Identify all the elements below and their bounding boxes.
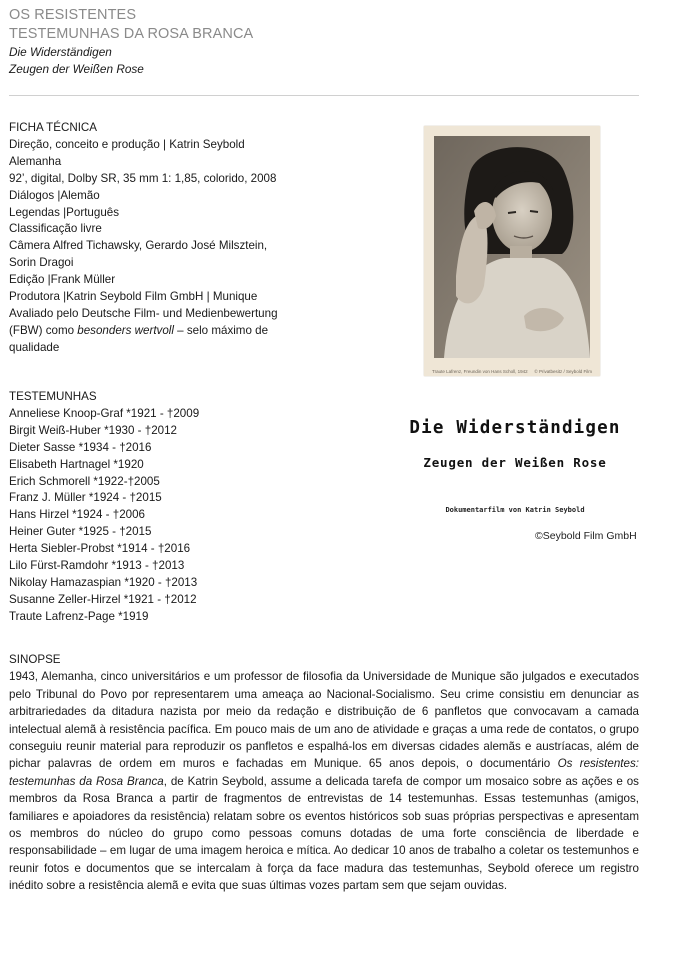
synopsis-heading: SINOPSE: [9, 653, 61, 666]
header-divider: [9, 95, 639, 96]
ficha-subtitles: Legendas |Português: [9, 205, 120, 219]
portrait-illustration: [434, 136, 590, 358]
rated-prefix: (FBW) como: [9, 323, 78, 337]
poster-title: Die Widerständigen: [409, 418, 621, 438]
witness-item: Lilo Fürst-Ramdohr *1913 - †2013: [9, 559, 185, 573]
rated-suffix: – selo máximo de: [173, 323, 269, 337]
ficha-heading: FICHA TÉCNICA: [9, 121, 98, 134]
ficha-country: Alemanha: [9, 154, 62, 168]
poster-copyright: ©Seybold Film GmbH: [535, 530, 637, 542]
witness-item: Anneliese Knoop-Graf *1921 - †2009: [9, 406, 200, 420]
poster-doc-line: Dokumentarfilm von Katrin Seybold: [445, 506, 585, 514]
witness-item: Elisabeth Hartnagel *1920: [9, 457, 144, 471]
document-header: [9, 6, 649, 78]
ficha-rated-line-3: qualidade: [9, 340, 60, 354]
ficha-rating: Classificação livre: [9, 222, 102, 236]
ficha-rated-line-2: [9, 323, 319, 340]
witness-item: Dieter Sasse *1934 - †2016: [9, 440, 152, 454]
rated-emphasis: besonders wertvoll: [77, 323, 174, 337]
ficha-rated-line-1: Avaliado pelo Deutsche Film- und Medienbewertung: [9, 306, 278, 320]
synopsis-part-1: 1943, Alemanha, cinco universitários e um professor de filosofia da Universidade de Munique são julgados e executados pelo Tribunal do Povo por representarem uma ameaça ao Nacional-Socialismo. Seu crime consistiu em denunciar as arbitrariedades da ditadura nazista por meio da redação e distribuição de 6 panfletos que convocavam a camada intelectual alemã à resistência pacífica. Em pouco mais de um ano de atividade e graças a uma rede de contatos, o grupo conseguiu reunir material para reproduzir os panfletos e espalhá-los em diversas cidades alemãs e austríacas, além de pichar palavras de ordem em muros e fachadas em Munique. 65 anos depois, o documentário: [9, 670, 639, 771]
ficha-direction: Direção, conceito e produção | Katrin Seybold: [9, 137, 245, 151]
ficha-specs: 92’, digital, Dolby SR, 35 mm 1: 1,85, colorido, 2008: [9, 171, 277, 185]
witness-item: Franz J. Müller *1924 - †2015: [9, 491, 162, 505]
witness-item: Herta Siebler-Probst *1914 - †2016: [9, 542, 191, 556]
technical-sheet: [9, 120, 319, 357]
witness-item: Erich Schmorell *1922-†2005: [9, 474, 160, 488]
witnesses-heading: TESTEMUNHAS: [9, 390, 97, 403]
portrait-photo: [424, 126, 600, 376]
witness-item: Nikolay Hamazaspian *1920 - †2013: [9, 575, 198, 589]
synopsis-section: [9, 651, 639, 895]
synopsis-film-title: Os resistentes: testemunhas da Rosa Branca: [9, 757, 639, 788]
ficha-editing: Edição |Frank Müller: [9, 273, 116, 287]
synopsis-part-3: , de Katrin Seybold, assume a delicada tarefa de compor um mosaico sobre as ações e os membros da Rosa Branca a partir de fragmentos de entrevistas de 14 testemunhas. Essas testemunhas (amigos, familiares e apoiadores da resistência) relatam sobre os eventos históricos sob suas próprias perspectivas e apresentam os membros do núcleo do grupo como pessoas comuns dotadas de uma forte consciência de liberdade e responsabilidade – em lugar de uma imagem heroica e mítica. Ao dedicar 10 anos de trabalho a coletar os testemunhos e reunir fotos e documentos que se intercalam à força da face madura das testemunhas, Seybold oferece um registro inédito sobre a resistência alemã e evita que suas últimas vozes partam sem que sejam ouvidas.: [9, 774, 639, 893]
photo-caption: [432, 369, 592, 374]
title-line-1: OS RESISTENTES: [9, 7, 137, 23]
title-line-2: TESTEMUNHAS DA ROSA BRANCA: [9, 26, 254, 42]
subtitle-line-1: Die Widerständigen: [9, 45, 112, 59]
synopsis-paragraph: [9, 668, 639, 894]
photo-caption-right: © Privatbesitz / Seybold Film: [534, 369, 592, 374]
witness-item: Hans Hirzel *1924 - †2006: [9, 508, 145, 522]
subtitle-line-2: Zeugen der Weißen Rose: [9, 62, 144, 76]
ficha-camera-line-1: Câmera Alfred Tichawsky, Gerardo José Milsztein,: [9, 239, 268, 253]
ficha-producer: Produtora |Katrin Seybold Film GmbH | Munique: [9, 290, 258, 304]
portrait-image: [434, 136, 590, 358]
witness-item: Birgit Weiß-Huber *1930 - †2012: [9, 423, 177, 437]
witness-item: Traute Lafrenz-Page *1919: [9, 609, 149, 623]
poster-subtitle: Zeugen der Weißen Rose: [423, 455, 607, 470]
witness-item: Susanne Zeller-Hirzel *1921 - †2012: [9, 592, 197, 606]
photo-caption-left: Traute Lafrenz, Freundin von Hans Scholl, 1942: [432, 369, 528, 374]
witnesses-section: [9, 389, 309, 626]
ficha-camera-line-2: Sorin Dragoi: [9, 256, 74, 270]
ficha-dialogues: Diálogos |Alemão: [9, 188, 100, 202]
witness-item: Heiner Guter *1925 - †2015: [9, 525, 152, 539]
